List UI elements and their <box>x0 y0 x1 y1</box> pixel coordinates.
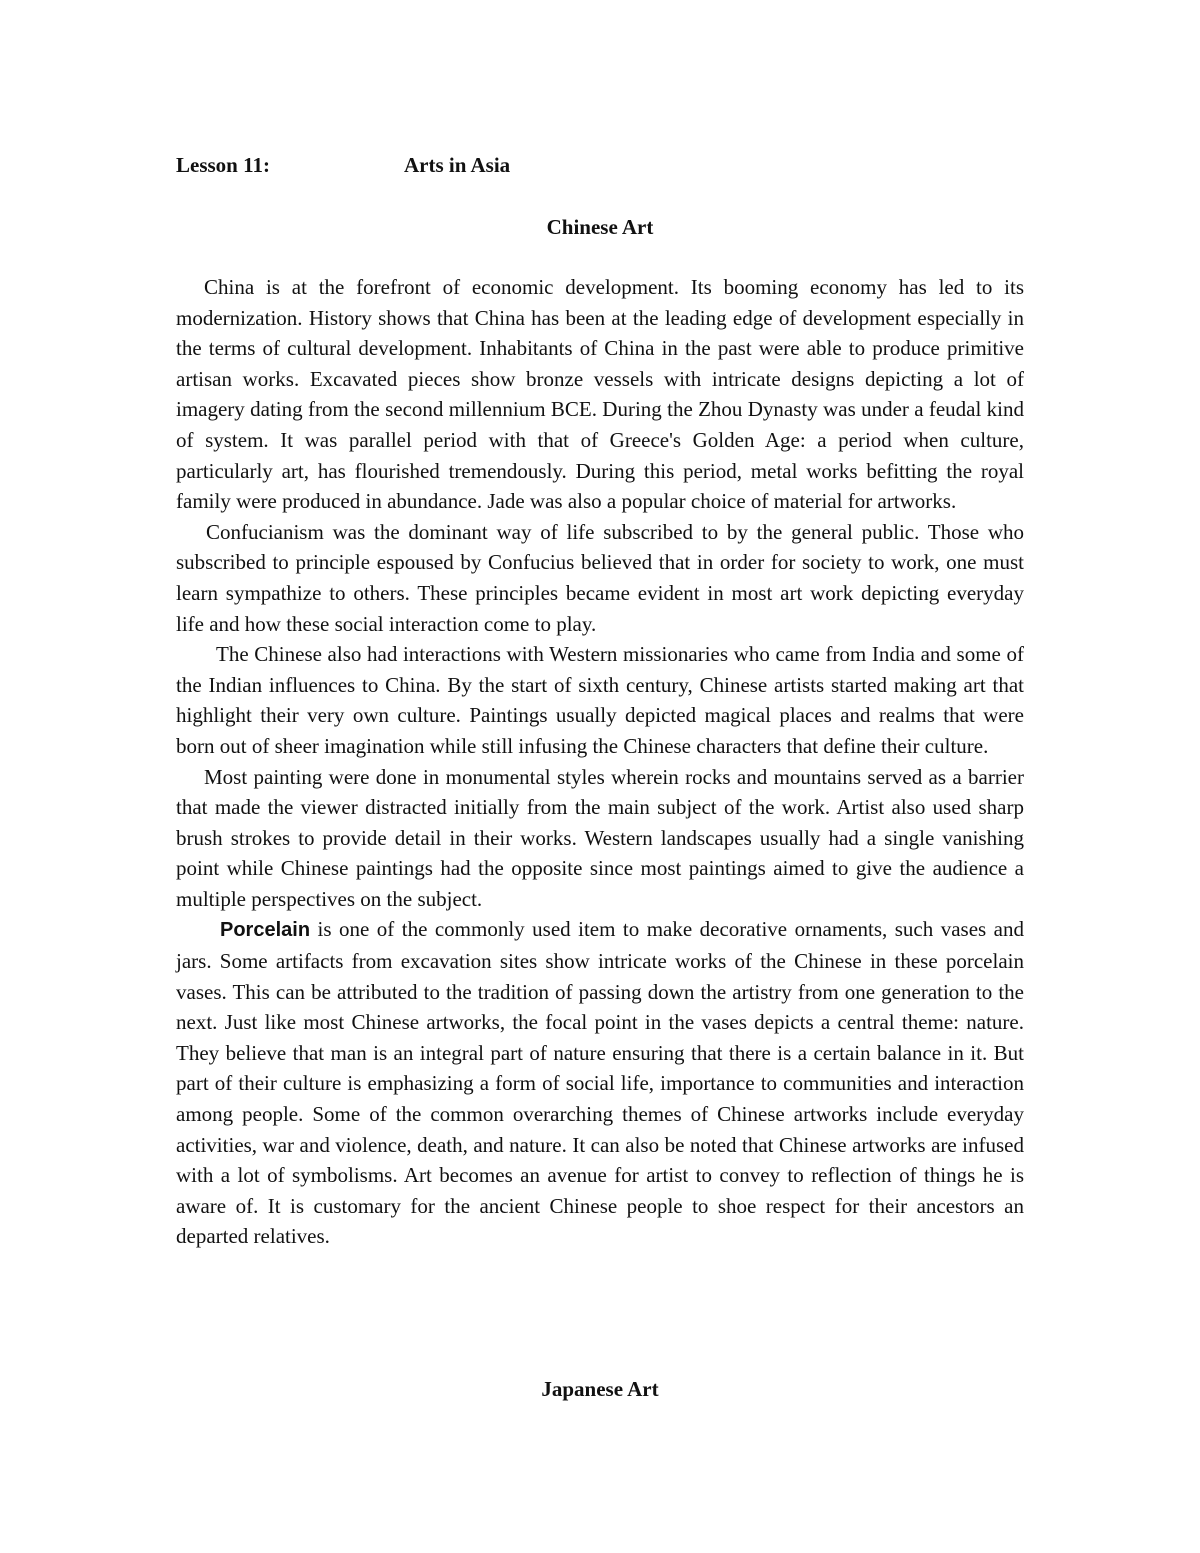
paragraph-monumental-painting: Most painting were done in monumental styles wherein rocks and mountains served as a barrier that made the viewer distracted initially from the main subject of the work. Artist also used sharp brush strokes to provide detail in their works. Western landscapes usually had a single vanishing point while Chinese paintings had the opposite since most paintings aimed to give the audience a multiple perspectives on the subject. <box>176 764 1024 911</box>
chinese-art-heading: Chinese Art <box>546 215 654 239</box>
paragraph-western-interactions: The Chinese also had interactions with Western missionaries who came from India and some of the Indian influences to China. By the start of sixth century, Chinese artists started making art that highlight their very own culture. Paintings usually depicted magical places and realms that were born out of sheer imagination while still infusing the Chinese characters that define their culture. <box>176 642 1024 758</box>
paragraph-confucianism: Confucianism was the dominant way of life subscribed to by the general public. Those who subscribed to principle espoused by Confucius believed that in order for society to work, one must learn sympathize to others. These principles became evident in most art work depicting everyday life and how these social interaction come to play. <box>176 519 1024 636</box>
paragraph-economic-development: China is at the forefront of economic development. Its booming economy has led to its modernization. History shows that China has been at the leading edge of development especially in the terms of cultural development. Inhabitants of China in the past were able to produce primitive artisan works. Excavated pieces show bronze vessels with intricate designs depicting a lot of imagery dating from the second millennium BCE. During the Zhou Dynasty was under a feudal kind of system. It was parallel period with that of Greece's Golden Age: a period when culture, particularly art, has flourished tremendously. During this period, metal works befitting the royal family were produced in abundance. Jade was also a popular choice of material for artworks. <box>176 275 1024 514</box>
japanese-art-heading: Japanese Art <box>541 1377 659 1401</box>
lesson-title: Arts in Asia <box>404 153 511 177</box>
lesson-header <box>176 150 511 180</box>
porcelain-term: Porcelain <box>220 919 311 942</box>
porcelain-description: is one of the commonly used item to make decorative ornaments, such vases and jars. Some artifacts from excavation sites show intricate works of the Chinese in these porcelain vases. This can be attributed to the tradition of passing down the artistry from one generation to the next. Just like most Chinese artworks, the focal point in the vases depicts a central theme: nature. They believe that man is an integral part of nature ensuring that there is a certain balance in it. But part of their culture is emphasizing a form of social life, importance to communities and interaction among people. Some of the common overarching themes of Chinese artworks include everyday activities, war and violence, death, and nature. It can also be noted that Chinese artworks are infused with a lot of symbolisms. Art becomes an avenue for artist to convey to reflection of things he is aware of. It is customary for the ancient Chinese people to shoe respect for their ancestors an departed relatives. <box>176 917 1024 1249</box>
lesson-label: Lesson 11: <box>176 153 270 177</box>
chinese-art-body <box>176 272 1024 1252</box>
paragraph-porcelain <box>176 914 1024 1252</box>
